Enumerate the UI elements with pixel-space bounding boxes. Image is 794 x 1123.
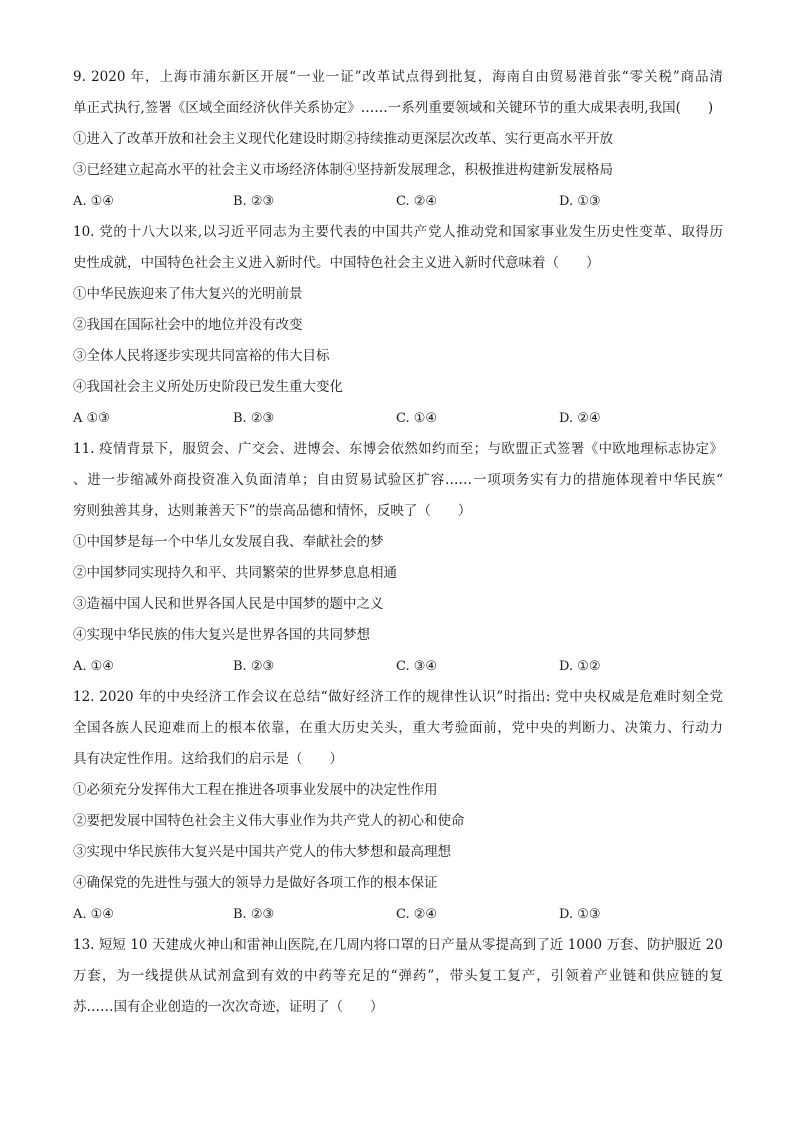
question-stem-line: 万套，为一线提供从试剂盒到有效的中药等充足的“弹药”，带头复工复产，引领着产业链和供应链的复 xyxy=(73,968,723,984)
option-a: A. ①④ xyxy=(73,907,114,922)
option-d: D. ①② xyxy=(559,659,601,674)
option-c: C. ②④ xyxy=(396,194,438,209)
statement-line: ②要把发展中国特色社会主义伟大事业作为共产党人的初心和使命 xyxy=(73,813,465,829)
statement-line: ③全体人民将逐步实现共同富裕的伟大目标 xyxy=(73,348,330,364)
option-d: D. ①③ xyxy=(559,907,601,922)
statement-line: ④实现中华民族的伟大复兴是世界各国的共同梦想 xyxy=(73,627,370,643)
option-d: D. ①③ xyxy=(559,194,601,209)
question-stem-line: 全国各族人民迎难而上的根本依靠，在重大历史关头，重大考验面前，党中央的判断力、决策力、行动力 xyxy=(73,720,723,736)
question-10 xyxy=(73,217,723,434)
option-b: B. ②③ xyxy=(233,411,275,426)
question-11 xyxy=(73,434,723,682)
question-stem-line: 、进一步缩减外商投资准入负面清单；自由贸易试验区扩容……一项项务实有力的措施体现着中华民族“ xyxy=(73,472,723,488)
statement-line: ②我国在国际社会中的地位并没有改变 xyxy=(73,317,303,333)
question-stem-line: 穷则独善其身，达则兼善天下”的崇高品德和情怀，反映了（ ） xyxy=(73,503,472,519)
option-c: C. ③④ xyxy=(396,659,438,674)
question-stem-line: 13. 短短 10 天建成火神山和雷神山医院,在几周内将口罩的日产量从零提高到了近 1000 万套、防护服近 20 xyxy=(73,937,723,953)
option-a: A. ①④ xyxy=(73,194,114,209)
option-c: C. ②④ xyxy=(396,907,438,922)
option-d: D. ②④ xyxy=(559,411,601,426)
question-stem-line: 11. 疫情背景下，服贸会、广交会、进博会、东博会依然如约而至；与欧盟正式签署《中欧地理标志协定》 xyxy=(73,441,723,457)
option-a: A ①③ xyxy=(73,411,110,426)
statement-line: ①中华民族迎来了伟大复兴的光明前景 xyxy=(73,286,303,302)
question-stem-line: 12. 2020 年的中央经济工作会议在总结“做好经济工作的规律性认识”时指出: 党中央权威是危难时刻全党 xyxy=(73,689,723,705)
statement-line: ②中国梦同实现持久和平、共同繁荣的世界梦息息相通 xyxy=(73,565,397,581)
question-stem-line: 史性成就，中国特色社会主义进入新时代。中国特色社会主义进入新时代意味着（ ） xyxy=(73,255,600,271)
option-b: B. ②③ xyxy=(233,194,275,209)
answer-options xyxy=(73,899,723,930)
question-9 xyxy=(73,62,723,217)
question-list xyxy=(73,62,723,1023)
answer-options xyxy=(73,186,723,217)
statement-line: ①必须充分发挥伟大工程在推进各项事业发展中的决定性作用 xyxy=(73,782,438,798)
statement-line: ④我国社会主义所处历史阶段已发生重大变化 xyxy=(73,379,343,395)
question-12 xyxy=(73,682,723,930)
question-stem-line: 苏……国有企业创造的一次次奇迹，证明了（ ） xyxy=(73,999,384,1015)
statement-line: ③已经建立起高水平的社会主义市场经济体制④坚持新发展理念，积极推进构建新发展格局 xyxy=(73,162,613,178)
question-stem-line: 9. 2020 年，上海市浦东新区开展“一业一证”改革试点得到批复，海南自由贸易港首张“零关税”商品清 xyxy=(73,69,723,85)
option-c: C. ①④ xyxy=(396,411,438,426)
answer-options xyxy=(73,403,723,434)
option-a: A. ①④ xyxy=(73,659,114,674)
question-13 xyxy=(73,930,723,1023)
question-stem-line: 单正式执行,签署《区域全面经济伙伴关系协定》……一系列重要领域和关键环节的重大成果表明,我国( ) xyxy=(73,100,714,116)
statement-line: ④确保党的先进性与强大的领导力是做好各项工作的根本保证 xyxy=(73,875,438,891)
answer-options xyxy=(73,651,723,682)
statement-line: ③造福中国人民和世界各国人民是中国梦的题中之义 xyxy=(73,596,384,612)
option-b: B. ②③ xyxy=(233,659,275,674)
statement-line: ③实现中华民族伟大复兴是中国共产党人的伟大梦想和最高理想 xyxy=(73,844,451,860)
option-b: B. ②③ xyxy=(233,907,275,922)
question-stem-line: 具有决定性作用。这给我们的启示是（ ） xyxy=(73,751,343,767)
statement-line: ①中国梦是每一个中华儿女发展自我、奉献社会的梦 xyxy=(73,534,384,550)
question-stem-line: 10. 党的十八大以来,以习近平同志为主要代表的中国共产党人推动党和国家事业发生历史性变革、取得历 xyxy=(73,224,723,240)
statement-line: ①进入了改革开放和社会主义现代化建设时期②持续推动更深层次改革、实行更高水平开放 xyxy=(73,131,613,147)
